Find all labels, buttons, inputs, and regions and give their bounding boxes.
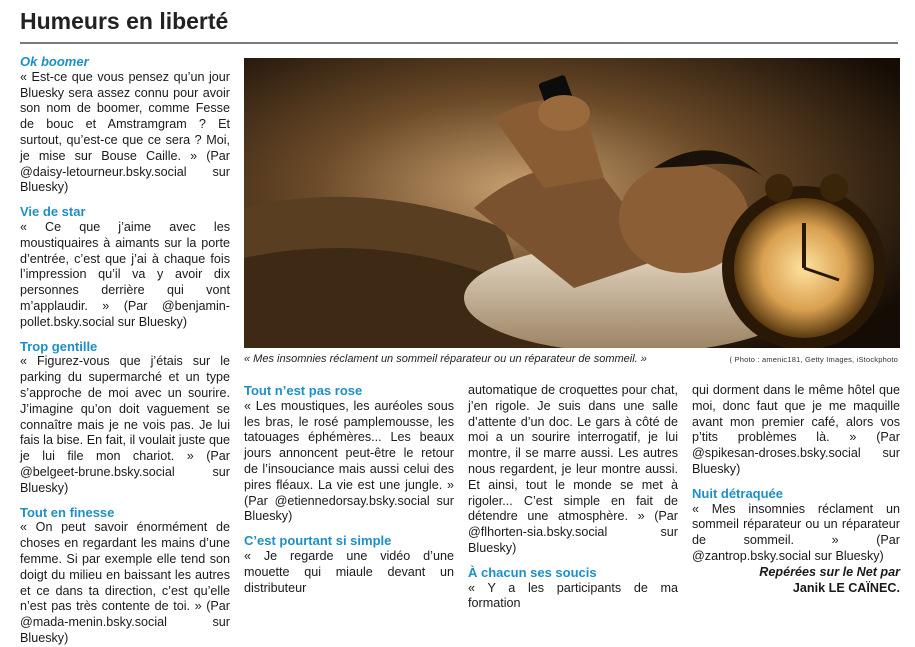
- photo-illustration: [244, 58, 900, 348]
- photo-man-in-bed-with-phone: [244, 58, 900, 348]
- column-2: [244, 383, 454, 596]
- section-text: « Ce que j’aime avec les moustiquaires à aimants sur la porte d’entrée, c’est que j’ai à chaque fois l’impression qu’il va y avoir dix personnes derrière qui vont m’applaudir. » (Par @benjamin-pollet.bsky.social sur Bluesky): [20, 219, 230, 329]
- column-4: [692, 383, 900, 596]
- page-title: Humeurs en liberté: [20, 8, 229, 34]
- section-heading: Tout n’est pas rose: [244, 383, 363, 398]
- section-heading: Tout en finesse: [20, 504, 115, 520]
- section-heading: Trop gentille: [20, 338, 98, 354]
- section-text: « Je regarde une vidéo d’une mouette qui miaule devant un distributeur: [244, 548, 454, 595]
- title-rule: [20, 42, 898, 44]
- author-name: Janik LE CAÏNEC.: [792, 580, 900, 595]
- section-text: « Est-ce que vous pensez qu’un jour Bluesky sera assez connu pour avoir son nom de boomer, comme Fesse de bouc et Amstramgram ? Et surtout, qu’est-ce que ce sera ? Moi, je mise sur Bouse Caille. » (Par @daisy-letourneur.bsky.social sur Bluesky): [20, 69, 230, 195]
- section-heading: À chacun ses soucis: [468, 564, 597, 580]
- section-text: « Figurez-vous que j’étais sur le parking du supermarché et un type s’approche de moi avec un sourire. J’imagine qu’on doit vaguement se connaître mais je ne vois pas. Je lui fais la bise. En fait, il voulait juste que je lui file mon chariot. » (Par @belgeet-brune.bsky.social sur Bluesky): [20, 354, 230, 495]
- column-3: [468, 383, 678, 612]
- photo-credit: ( Photo : amenic181, Getty Images, iStockphoto: [729, 355, 898, 364]
- section-text: automatique de croquettes pour chat, j’en rigole. Je suis dans une salle d’attente d’un doc. Le gars à côté de moi a un sourire interrogatif, je lui montre, il se marre aussi. Les autres nous regardent, je leur montre aussi. Et ainsi, tout le monde se met à rigoler... C’est simple en fait de détendre une atmosphère. » (Par @flhorten-sia.bsky.social sur Bluesky): [468, 383, 678, 555]
- section-text: qui dorment dans le même hôtel que moi, donc faut que je me maquille avant mon premier café, alors vos p’tits problèmes là. » (Par @spikesan-droses.bsky.social sur Bluesky): [692, 383, 900, 476]
- section-heading: Vie de star: [20, 204, 86, 220]
- column-1: [20, 54, 230, 647]
- section-text: « Mes insomnies réclament un sommeil réparateur ou un réparateur de sommeil. » (Par @zantrop.bsky.social sur Bluesky): [692, 501, 900, 563]
- section-text: « Y a les participants de ma formation: [468, 580, 678, 611]
- section-heading: Nuit détraquée: [692, 485, 784, 501]
- photo-caption: « Mes insomnies réclament un sommeil réparateur ou un réparateur de sommeil. »: [244, 353, 647, 365]
- section-text: « On peut savoir énormément de choses en regardant les mains d’une femme. Si par exemple elle tend son doigt du milieu en baissant les autres et ce dans ta direction, c’est qu’elle n’est pas très contente de toi. » (Par @mada-menin.bsky.social sur Bluesky): [20, 520, 230, 645]
- section-text: « Les moustiques, les auréoles sous les bras, le rosé pamplemousse, les tatouages éphémères... Les beaux jours annoncent peut-être le retour de l’insouciance mais aussi celui des pires fléaux. La vie est une jungle. » (Par @etiennedorsay.bsky.social sur Bluesky): [244, 398, 454, 524]
- section-heading: Ok boomer: [20, 54, 89, 69]
- section-heading: C’est pourtant si simple: [244, 533, 392, 549]
- signature-line: Repérées sur le Net par: [759, 564, 900, 579]
